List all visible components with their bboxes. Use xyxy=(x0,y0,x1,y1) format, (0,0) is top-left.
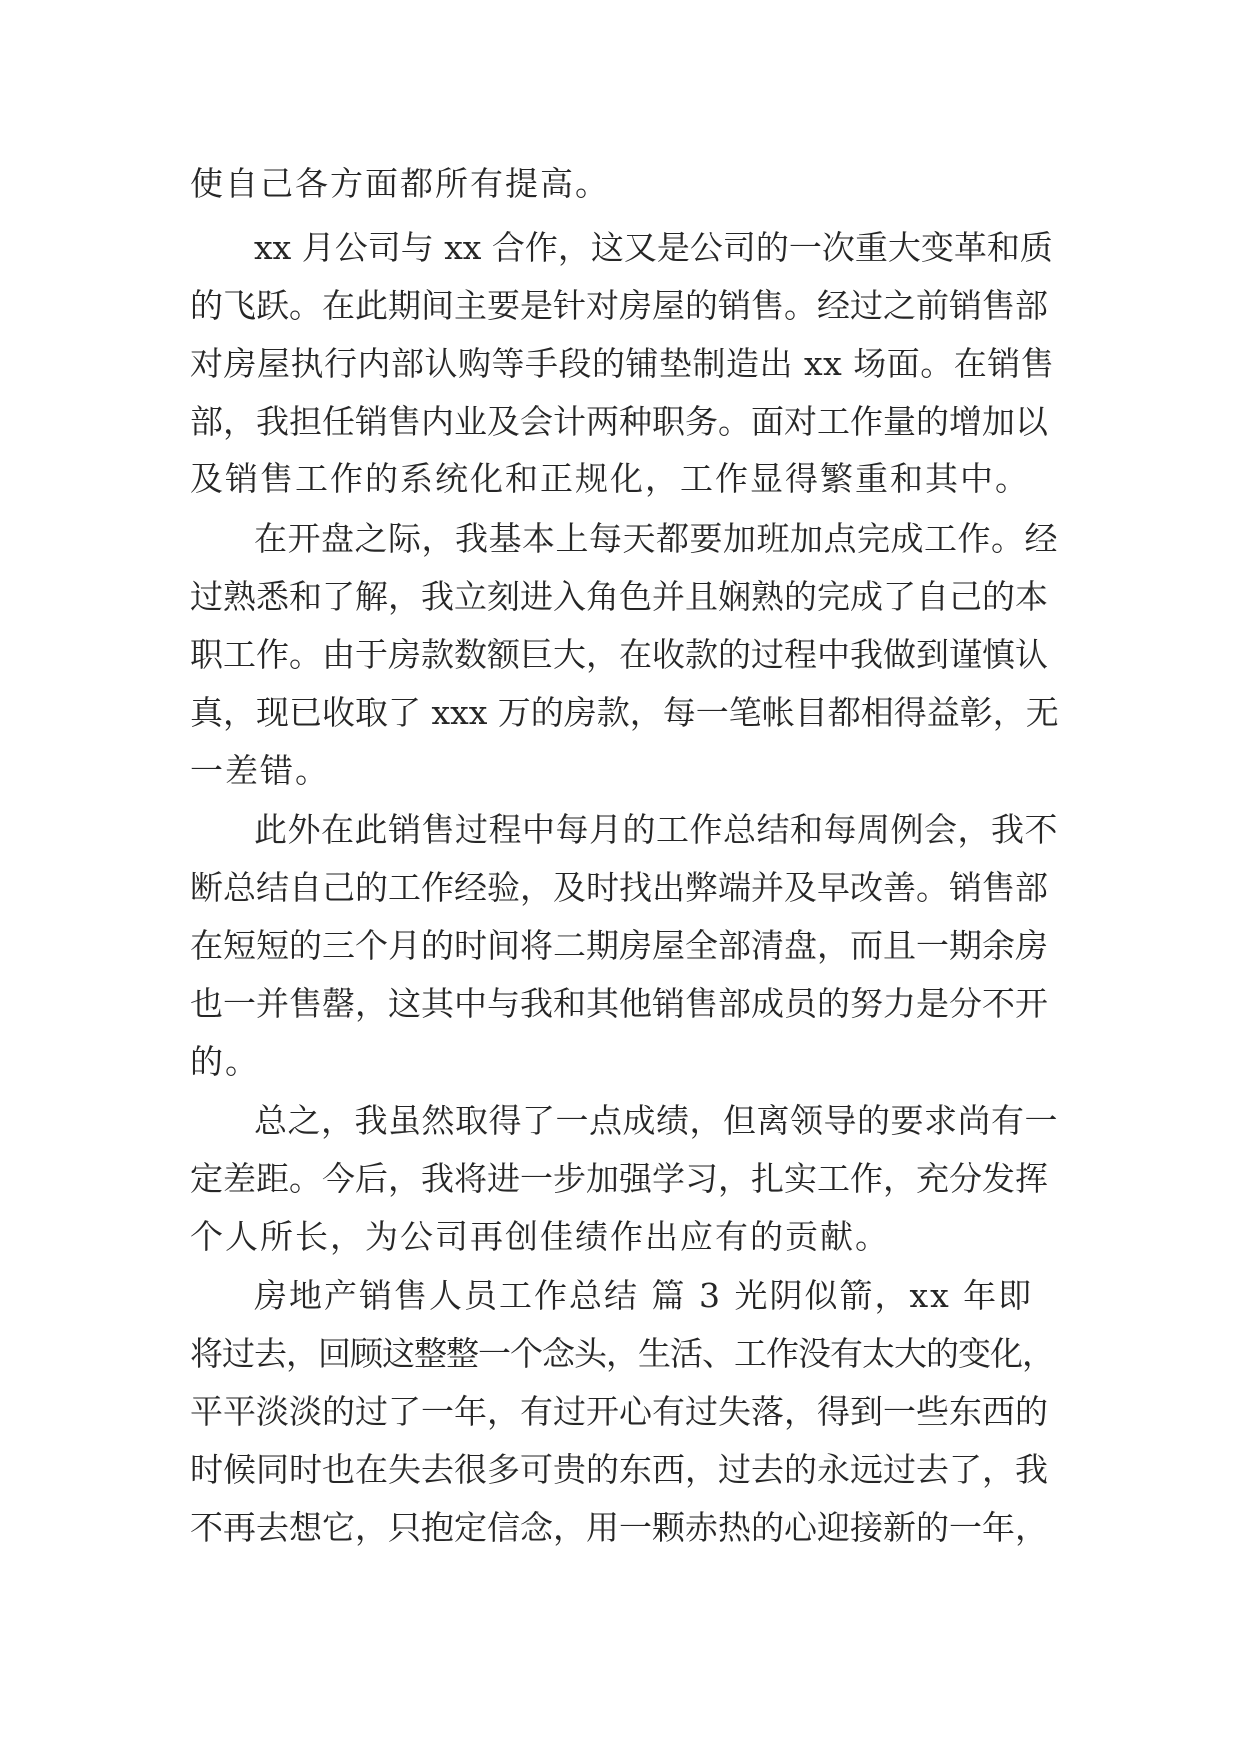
text-line: 职工作。由于房款数额巨大，在收款的过程中我做到谨慎认 xyxy=(190,635,1048,674)
text-line: 部，我担任销售内业及会计两种职务。面对工作量的增加以 xyxy=(190,402,1048,441)
text-line: 也一并售罄，这其中与我和其他销售部成员的努力是分不开 xyxy=(190,984,1048,1023)
text-line: 此外在此销售过程中每月的工作总结和每周例会，我不 xyxy=(254,810,1058,849)
text-line: 的飞跃。在此期间主要是针对房屋的销售。经过之前销售部 xyxy=(190,286,1048,325)
text-line: 总之，我虽然取得了一点成绩，但离领导的要求尚有一 xyxy=(254,1101,1058,1140)
text-line: 时候同时也在失去很多可贵的东西，过去的永远过去了，我 xyxy=(190,1450,1048,1489)
text-line: 一差错。 xyxy=(190,751,330,790)
text-line: 房地产销售人员工作总结 篇 3 光阴似箭，xx 年即 xyxy=(254,1276,1034,1315)
text-line: xx 月公司与 xx 合作，这又是公司的一次重大变革和质 xyxy=(254,228,1053,267)
text-line: 在开盘之际，我基本上每天都要加班加点完成工作。经 xyxy=(254,519,1058,558)
text-line: 个人所长，为公司再创佳绩作出应有的贡献。 xyxy=(190,1217,890,1256)
text-line: 在短短的三个月的时间将二期房屋全部清盘，而且一期余房 xyxy=(190,926,1048,965)
text-line: 平平淡淡的过了一年，有过开心有过失落，得到一些东西的 xyxy=(190,1392,1048,1431)
text-line: 将过去，回顾这整整一个念头，生活、工作没有太大的变化， xyxy=(190,1334,1054,1373)
text-line: 的。 xyxy=(190,1042,260,1081)
text-line: 及销售工作的系统化和正规化，工作显得繁重和其中。 xyxy=(190,459,1030,498)
text-line: 使自己各方面都所有提高。 xyxy=(190,164,610,203)
text-line: 断总结自己的工作经验，及时找出弊端并及早改善。销售部 xyxy=(190,868,1048,907)
text-line: 过熟悉和了解，我立刻进入角色并且娴熟的完成了自己的本 xyxy=(190,577,1048,616)
text-line: 对房屋执行内部认购等手段的铺垫制造出 xx 场面。在销售 xyxy=(190,344,1055,383)
text-line: 不再去想它，只抱定信念，用一颗赤热的心迎接新的一年， xyxy=(190,1508,1048,1547)
text-line: 真，现已收取了 xxx 万的房款，每一笔帐目都相得益彰，无 xyxy=(190,693,1059,732)
text-line: 定差距。今后，我将进一步加强学习，扎实工作，充分发挥 xyxy=(190,1159,1048,1198)
